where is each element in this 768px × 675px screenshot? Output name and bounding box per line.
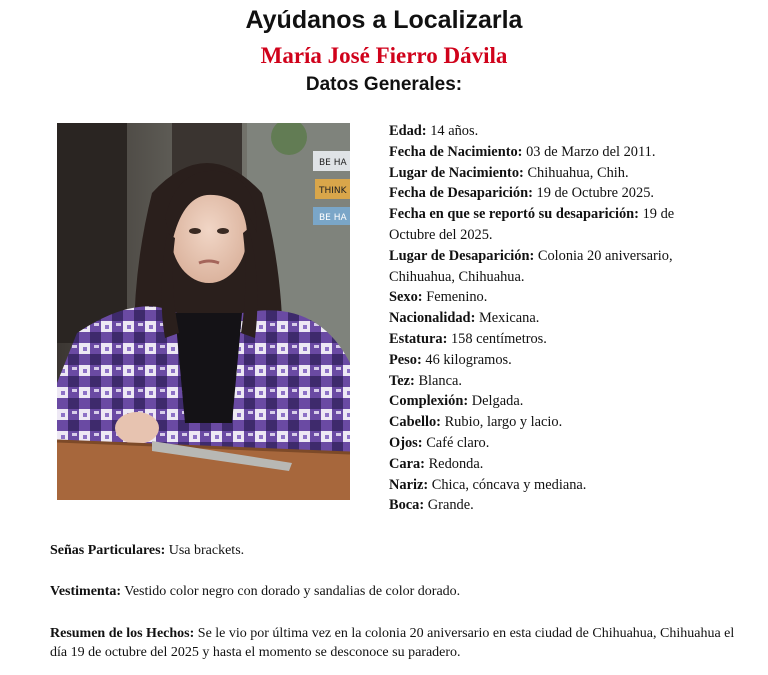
detail-label: Boca: [389, 497, 425, 514]
detail-value: 03 de Marzo del 2011. [526, 143, 656, 160]
detail-value: Delgada. [471, 393, 524, 410]
detail-sex [389, 287, 709, 308]
summary-value: Se le vio por última vez en la colonia 20 aniversario en esta ciudad de Chihuahua, Chihuahua el día 19 de octubre del 2025 y hasta el momento se desconoce su paradero. [50, 626, 735, 660]
detail-label: Ojos: [389, 434, 423, 451]
section-heading: Datos Generales: [305, 74, 463, 95]
summary-label: Resumen de los Hechos: [50, 626, 195, 641]
detail-birth-place [389, 163, 709, 184]
detail-complexion-tone [389, 371, 709, 392]
detail-disappearance-date [389, 183, 709, 204]
detail-label: Fecha en que se reportó su desaparición: [389, 206, 639, 223]
detail-label: Nacionalidad: [389, 310, 476, 327]
detail-label: Cara: [389, 455, 425, 472]
marks-value: Usa brackets. [168, 543, 245, 558]
clothing [50, 582, 740, 601]
detail-label: Nariz: [389, 476, 429, 493]
detail-age [389, 121, 709, 142]
detail-label: Peso: [389, 351, 422, 368]
detail-label: Estatura: [389, 330, 448, 347]
detail-nationality [389, 308, 709, 329]
detail-label: Lugar de Desaparición: [389, 247, 535, 264]
clothing-label: Vestimenta: [50, 584, 122, 599]
detail-report-date [389, 204, 709, 246]
detail-eyes [389, 433, 709, 454]
detail-value: Café claro. [426, 434, 490, 451]
detail-value: Colonia 20 aniversario, Chihuahua, Chihuahua. [389, 247, 673, 285]
detail-label: Complexión: [389, 393, 469, 410]
marks-label: Señas Particulares: [50, 543, 166, 558]
detail-nose [389, 475, 709, 496]
detail-label: Edad: [389, 123, 427, 139]
detail-disappearance-place [389, 246, 709, 288]
detail-mouth [389, 495, 709, 516]
detail-label: Fecha de Desaparición: [389, 185, 533, 202]
sign-text: BE HA [319, 158, 347, 168]
sign-text: THINK [319, 186, 347, 196]
detail-value: Redonda. [428, 455, 484, 472]
detail-label: Fecha de Nacimiento: [389, 143, 523, 160]
detail-value: Chica, cóncava y mediana. [431, 476, 587, 493]
wall-signs [313, 151, 350, 225]
sign-text: BE HA [319, 213, 347, 223]
detail-value: Grande. [427, 497, 474, 514]
detail-value: Rubio, largo y lacio. [444, 414, 563, 431]
detail-birth-date [389, 142, 709, 163]
missing-person-photo [57, 123, 350, 500]
detail-value: 14 años. [430, 123, 479, 139]
detail-face [389, 454, 709, 475]
clothing-value: Vestido color negro con dorado y sandalias de color dorado. [124, 584, 461, 599]
detail-value: Blanca. [418, 372, 463, 389]
detail-value: Mexicana. [478, 310, 540, 327]
detail-value: Femenino. [426, 289, 488, 306]
summary [50, 624, 740, 662]
detail-value: Chihuahua, Chih. [527, 164, 629, 181]
detail-label: Tez: [389, 372, 415, 389]
detail-value: 19 de Octubre 2025. [536, 185, 654, 202]
distinguishing-marks [50, 541, 740, 560]
detail-weight [389, 350, 709, 371]
detail-label: Cabello: [389, 414, 441, 431]
poster-title: Ayúdanos a Localizarla [245, 6, 523, 34]
detail-hair [389, 412, 709, 433]
detail-value: 158 centímetros. [450, 330, 547, 347]
detail-height [389, 329, 709, 350]
photo-illustration [57, 123, 350, 500]
detail-label: Lugar de Nacimiento: [389, 164, 524, 181]
missing-person-name: María José Fierro Dávila [260, 43, 508, 68]
detail-value: 19 de Octubre del 2025. [389, 206, 675, 243]
detail-label: Sexo: [389, 289, 423, 306]
detail-build [389, 391, 709, 412]
detail-value: 46 kilogramos. [425, 351, 512, 368]
general-details [389, 121, 709, 516]
